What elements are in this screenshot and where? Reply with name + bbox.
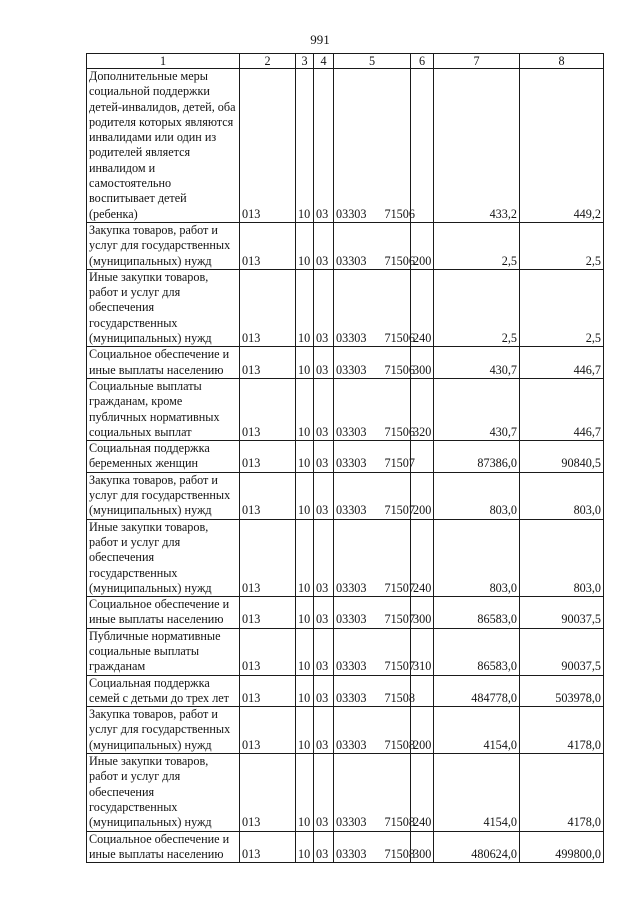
row-amount-year2-cell: 499800,0: [520, 831, 604, 863]
target-article-part1: 03303: [336, 737, 367, 752]
row-subsection-cell: 03: [314, 378, 334, 440]
target-article-part1: 03303: [336, 331, 367, 346]
row-amount-year1-cell: 484778,0: [434, 675, 520, 707]
target-article-part1: 03303: [336, 424, 367, 439]
table-row: [87, 675, 604, 707]
target-article-part2: 71507: [384, 659, 415, 674]
row-amount-year1-cell: 2,5: [434, 269, 520, 346]
table-row: [87, 754, 604, 831]
target-article-part1: 03303: [336, 612, 367, 627]
row-ministry-code-cell: 013: [240, 222, 296, 269]
row-amount-year1-cell: 4154,0: [434, 707, 520, 754]
row-expense-type-cell: 310: [411, 628, 434, 675]
row-ministry-code-cell: 013: [240, 69, 296, 223]
row-ministry-code-cell: 013: [240, 378, 296, 440]
row-expense-type-cell: 300: [411, 597, 434, 629]
row-subsection-cell: 03: [314, 222, 334, 269]
table-row: [87, 378, 604, 440]
row-amount-year1-cell: 433,2: [434, 69, 520, 223]
row-target-article-cell: [334, 519, 415, 596]
row-amount-year1-cell: 480624,0: [434, 831, 520, 863]
table-row: [87, 472, 604, 519]
row-amount-year1-cell: 86583,0: [434, 628, 520, 675]
target-article-part1: 03303: [336, 362, 367, 377]
table-row: [87, 597, 604, 629]
table-row: [87, 69, 604, 223]
row-subsection-cell: 03: [314, 347, 334, 379]
row-amount-year1-cell: 803,0: [434, 519, 520, 596]
row-ministry-code-cell: 013: [240, 628, 296, 675]
target-article-part2: 71507: [384, 580, 415, 595]
target-article-part1: 03303: [336, 846, 367, 861]
row-subsection-cell: 03: [314, 628, 334, 675]
target-article-part2: 71507: [384, 456, 415, 471]
row-section-cell: 10: [296, 378, 314, 440]
target-article-part1: 03303: [336, 206, 367, 221]
row-subsection-cell: 03: [314, 754, 334, 831]
row-target-article-cell: [334, 675, 415, 707]
row-amount-year2-cell: 90840,5: [520, 441, 604, 473]
row-target-article-cell: [334, 69, 415, 223]
row-name-cell: Иные закупки товаров, работ и услуг для обеспечения государственных (муниципальных) нужд: [87, 754, 240, 831]
row-target-article-cell: [334, 222, 415, 269]
row-section-cell: 10: [296, 347, 314, 379]
row-subsection-cell: 03: [314, 519, 334, 596]
target-article-part1: 03303: [336, 815, 367, 830]
row-subsection-cell: 03: [314, 441, 334, 473]
target-article-part2: 71508: [384, 815, 415, 830]
table-row: [87, 347, 604, 379]
row-amount-year1-cell: 803,0: [434, 472, 520, 519]
row-section-cell: 10: [296, 472, 314, 519]
row-subsection-cell: 03: [314, 269, 334, 346]
row-target-article-cell: [334, 347, 415, 379]
row-amount-year1-cell: 430,7: [434, 378, 520, 440]
row-name-cell: Социальное обеспечение и иные выплаты населению: [87, 347, 240, 379]
row-target-article-cell: [334, 628, 415, 675]
row-amount-year1-cell: 2,5: [434, 222, 520, 269]
row-name-cell: Закупка товаров, работ и услуг для государственных (муниципальных) нужд: [87, 472, 240, 519]
row-target-article-cell: [334, 831, 415, 863]
target-article-part1: 03303: [336, 503, 367, 518]
row-name-cell: Публичные нормативные социальные выплаты гражданам: [87, 628, 240, 675]
target-article-part2: 71506: [384, 424, 415, 439]
column-header: 5: [334, 54, 411, 69]
row-name-cell: Дополнительные меры социальной поддержки детей-инвалидов, детей, оба родителя которых являются инвалидами или один из родителей является инвалидом и самостоятельно воспитывает детей (ребенка): [87, 69, 240, 223]
row-amount-year2-cell: 4178,0: [520, 754, 604, 831]
row-section-cell: 10: [296, 754, 314, 831]
row-target-article-cell: [334, 378, 415, 440]
row-section-cell: 10: [296, 519, 314, 596]
row-expense-type-cell: 200: [411, 707, 434, 754]
row-section-cell: 10: [296, 69, 314, 223]
target-article-part2: 71508: [384, 737, 415, 752]
target-article-part2: 71506: [384, 206, 415, 221]
table-row: [87, 519, 604, 596]
row-expense-type-cell: 200: [411, 222, 434, 269]
column-header: 4: [314, 54, 334, 69]
row-amount-year2-cell: 503978,0: [520, 675, 604, 707]
page-number: 991: [310, 32, 330, 47]
row-ministry-code-cell: 013: [240, 472, 296, 519]
target-article-part2: 71506: [384, 253, 415, 268]
row-name-cell: Социальная поддержка беременных женщин: [87, 441, 240, 473]
row-name-cell: Закупка товаров, работ и услуг для государственных (муниципальных) нужд: [87, 707, 240, 754]
row-name-cell: Иные закупки товаров, работ и услуг для обеспечения государственных (муниципальных) нужд: [87, 269, 240, 346]
table-row: [87, 269, 604, 346]
row-section-cell: 10: [296, 707, 314, 754]
target-article-part1: 03303: [336, 690, 367, 705]
row-ministry-code-cell: 013: [240, 831, 296, 863]
row-target-article-cell: [334, 707, 415, 754]
row-expense-type-cell: 300: [411, 831, 434, 863]
row-expense-type-cell: [411, 69, 434, 223]
row-section-cell: 10: [296, 222, 314, 269]
row-ministry-code-cell: 013: [240, 754, 296, 831]
table-row: [87, 628, 604, 675]
row-expense-type-cell: 240: [411, 269, 434, 346]
row-amount-year2-cell: 2,5: [520, 222, 604, 269]
column-header: 3: [296, 54, 314, 69]
row-section-cell: 10: [296, 675, 314, 707]
target-article-part2: 71506: [384, 362, 415, 377]
row-target-article-cell: [334, 472, 415, 519]
budget-table: [86, 53, 604, 863]
row-amount-year1-cell: 430,7: [434, 347, 520, 379]
row-section-cell: 10: [296, 831, 314, 863]
row-expense-type-cell: 200: [411, 472, 434, 519]
row-expense-type-cell: 300: [411, 347, 434, 379]
row-ministry-code-cell: 013: [240, 597, 296, 629]
row-ministry-code-cell: 013: [240, 441, 296, 473]
row-name-cell: Социальное обеспечение и иные выплаты населению: [87, 831, 240, 863]
table-row: [87, 222, 604, 269]
target-article-part2: 71508: [384, 846, 415, 861]
row-amount-year2-cell: 2,5: [520, 269, 604, 346]
column-header: 6: [411, 54, 434, 69]
row-target-article-cell: [334, 754, 415, 831]
row-subsection-cell: 03: [314, 597, 334, 629]
row-amount-year2-cell: 803,0: [520, 472, 604, 519]
column-header: 7: [434, 54, 520, 69]
row-amount-year2-cell: 446,7: [520, 378, 604, 440]
target-article-part1: 03303: [336, 253, 367, 268]
row-subsection-cell: 03: [314, 831, 334, 863]
row-amount-year1-cell: 4154,0: [434, 754, 520, 831]
row-ministry-code-cell: 013: [240, 519, 296, 596]
row-ministry-code-cell: 013: [240, 347, 296, 379]
column-header: 1: [87, 54, 240, 69]
row-ministry-code-cell: 013: [240, 269, 296, 346]
target-article-part2: 71507: [384, 503, 415, 518]
row-amount-year2-cell: 90037,5: [520, 628, 604, 675]
row-section-cell: 10: [296, 269, 314, 346]
target-article-part2: 71507: [384, 612, 415, 627]
target-article-part2: 71506: [384, 331, 415, 346]
row-amount-year2-cell: 803,0: [520, 519, 604, 596]
header-row: [87, 54, 604, 69]
row-expense-type-cell: 240: [411, 519, 434, 596]
column-header: 2: [240, 54, 296, 69]
row-amount-year1-cell: 87386,0: [434, 441, 520, 473]
row-subsection-cell: 03: [314, 675, 334, 707]
row-section-cell: 10: [296, 628, 314, 675]
row-target-article-cell: [334, 441, 415, 473]
target-article-part2: 71508: [384, 690, 415, 705]
row-ministry-code-cell: 013: [240, 675, 296, 707]
row-expense-type-cell: 240: [411, 754, 434, 831]
row-name-cell: Социальные выплаты гражданам, кроме публичных нормативных социальных выплат: [87, 378, 240, 440]
row-name-cell: Иные закупки товаров, работ и услуг для обеспечения государственных (муниципальных) нужд: [87, 519, 240, 596]
target-article-part1: 03303: [336, 456, 367, 471]
row-amount-year2-cell: 90037,5: [520, 597, 604, 629]
row-amount-year2-cell: 446,7: [520, 347, 604, 379]
row-name-cell: Социальная поддержка семей с детьми до трех лет: [87, 675, 240, 707]
row-target-article-cell: [334, 597, 415, 629]
target-article-part1: 03303: [336, 659, 367, 674]
row-amount-year1-cell: 86583,0: [434, 597, 520, 629]
row-subsection-cell: 03: [314, 69, 334, 223]
row-section-cell: 10: [296, 441, 314, 473]
row-expense-type-cell: 320: [411, 378, 434, 440]
row-amount-year2-cell: 449,2: [520, 69, 604, 223]
row-ministry-code-cell: 013: [240, 707, 296, 754]
row-amount-year2-cell: 4178,0: [520, 707, 604, 754]
target-article-part1: 03303: [336, 580, 367, 595]
row-name-cell: Социальное обеспечение и иные выплаты населению: [87, 597, 240, 629]
table-row: [87, 707, 604, 754]
row-name-cell: Закупка товаров, работ и услуг для государственных (муниципальных) нужд: [87, 222, 240, 269]
row-subsection-cell: 03: [314, 707, 334, 754]
row-subsection-cell: 03: [314, 472, 334, 519]
column-header: 8: [520, 54, 604, 69]
row-target-article-cell: [334, 269, 415, 346]
table-row: [87, 441, 604, 473]
row-section-cell: 10: [296, 597, 314, 629]
table-row: [87, 831, 604, 863]
